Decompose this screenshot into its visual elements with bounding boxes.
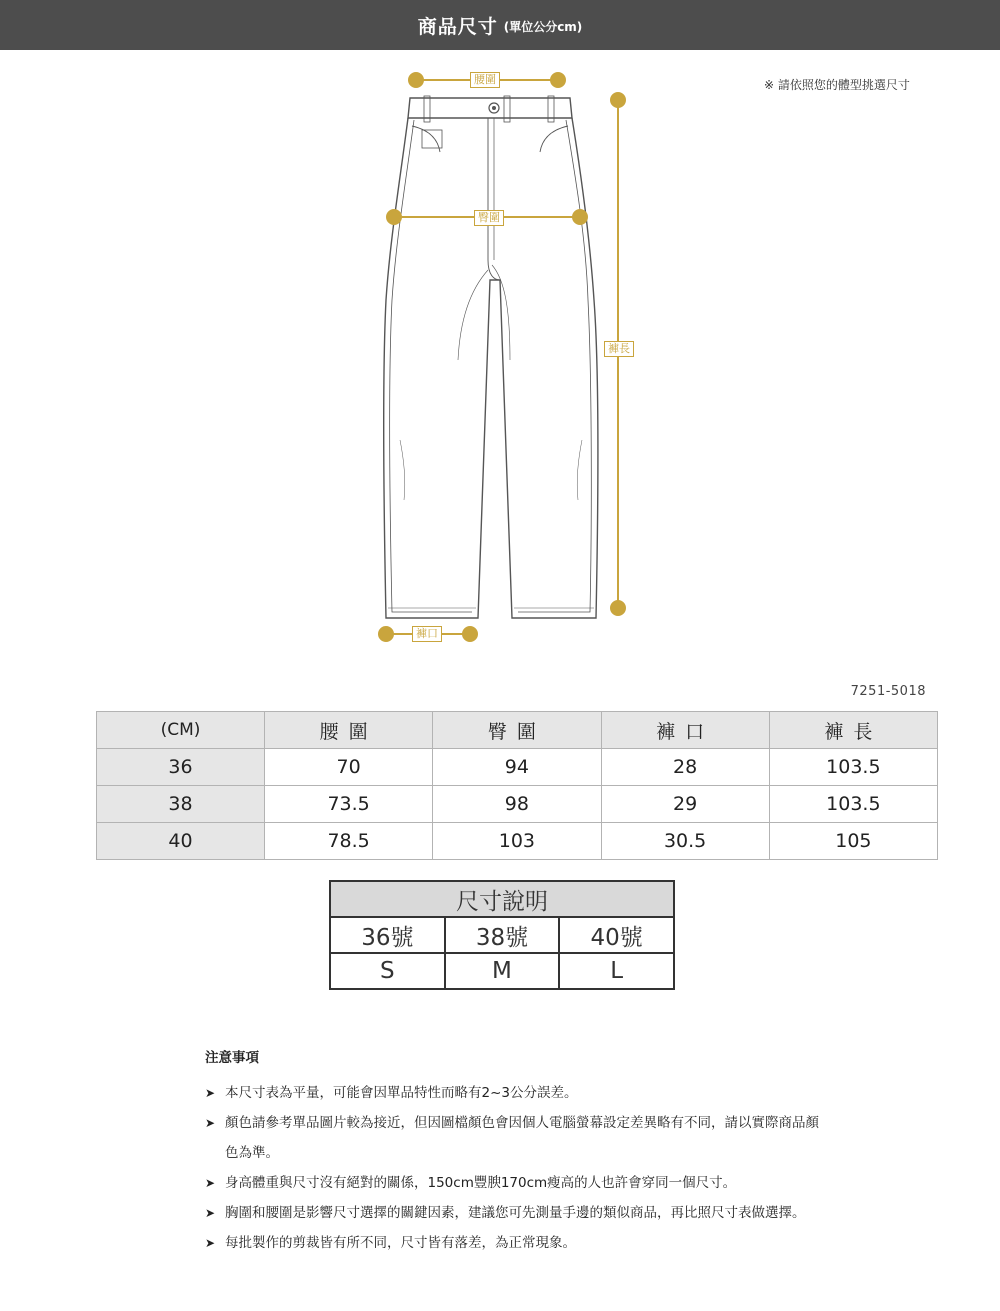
note-text: 每批製作的剪裁皆有所不同，尺寸皆有落差，為正常現象。 xyxy=(225,1235,576,1251)
list-item xyxy=(205,1168,825,1198)
table-row xyxy=(97,786,938,823)
cell-hip: 98 xyxy=(433,786,601,823)
spec-size-38: 38號 xyxy=(445,917,560,953)
header-hem: 褲口 xyxy=(601,712,769,749)
cell-waist: 78.5 xyxy=(265,823,433,860)
spec-letter-m: M xyxy=(445,953,560,989)
spec-size-40: 40號 xyxy=(559,917,674,953)
spec-size-36: 36號 xyxy=(330,917,445,953)
hip-label: 臀圍 xyxy=(474,210,504,226)
header-cm: (CM) xyxy=(97,712,265,749)
list-item xyxy=(205,1228,825,1258)
list-item xyxy=(205,1078,825,1108)
row-size: 36 xyxy=(97,749,265,786)
cell-hem: 29 xyxy=(601,786,769,823)
spec-letter-l: L xyxy=(559,953,674,989)
table-row xyxy=(97,749,938,786)
size-selection-note: ※ 請依照您的體型挑選尺寸 xyxy=(764,78,910,92)
pants-diagram xyxy=(360,60,660,660)
note-text: 本尺寸表為平量，可能會因單品特性而略有2~3公分誤差。 xyxy=(225,1085,578,1101)
cell-waist: 73.5 xyxy=(265,786,433,823)
size-spec-table xyxy=(329,880,675,990)
size-measurement-table xyxy=(96,711,938,860)
row-size: 38 xyxy=(97,786,265,823)
arrow-icon: ➤ xyxy=(205,1236,216,1250)
cell-hip: 103 xyxy=(433,823,601,860)
note-text: 胸圍和腰圍是影響尺寸選擇的關鍵因素，建議您可先測量手邊的類似商品，再比照尺寸表做選擇。 xyxy=(225,1205,806,1221)
spec-title: 尺寸說明 xyxy=(330,881,674,917)
cell-hem: 28 xyxy=(601,749,769,786)
length-label: 褲長 xyxy=(604,341,634,357)
row-size: 40 xyxy=(97,823,265,860)
arrow-icon: ➤ xyxy=(205,1116,216,1130)
note-text: 身高體重與尺寸沒有絕對的關係，150cm豐腴170cm瘦高的人也許會穿同一個尺寸。 xyxy=(225,1175,737,1191)
cell-hip: 94 xyxy=(433,749,601,786)
page-title: 商品尺寸 xyxy=(417,15,498,38)
note-text: 顏色請參考單品圖片較為接近，但因圖檔顏色會因個人電腦螢幕設定差異略有不同，請以實際商品顏色為準。 xyxy=(225,1115,819,1161)
cell-length: 103.5 xyxy=(769,749,937,786)
list-item xyxy=(205,1108,825,1168)
table-header-row xyxy=(97,712,938,749)
cell-length: 103.5 xyxy=(769,786,937,823)
arrow-icon: ➤ xyxy=(205,1206,216,1220)
header-hip: 臀圍 xyxy=(433,712,601,749)
arrow-icon: ➤ xyxy=(205,1176,216,1190)
pants-illustration xyxy=(360,60,660,660)
arrow-icon: ➤ xyxy=(205,1086,216,1100)
waist-label: 腰圍 xyxy=(470,72,500,88)
header-length: 褲長 xyxy=(769,712,937,749)
cell-hem: 30.5 xyxy=(601,823,769,860)
unit-label: (單位公分cm) xyxy=(503,20,583,34)
list-item xyxy=(205,1198,825,1228)
page-header xyxy=(0,0,1000,50)
notes-title: 注意事項 xyxy=(205,1050,259,1066)
header-waist: 腰圍 xyxy=(265,712,433,749)
model-code: 7251-5018 xyxy=(850,684,926,699)
cell-waist: 70 xyxy=(265,749,433,786)
table-row xyxy=(97,823,938,860)
spec-letter-s: S xyxy=(330,953,445,989)
notes-section xyxy=(205,1046,825,1258)
cell-length: 105 xyxy=(769,823,937,860)
hem-label: 褲口 xyxy=(412,626,442,642)
